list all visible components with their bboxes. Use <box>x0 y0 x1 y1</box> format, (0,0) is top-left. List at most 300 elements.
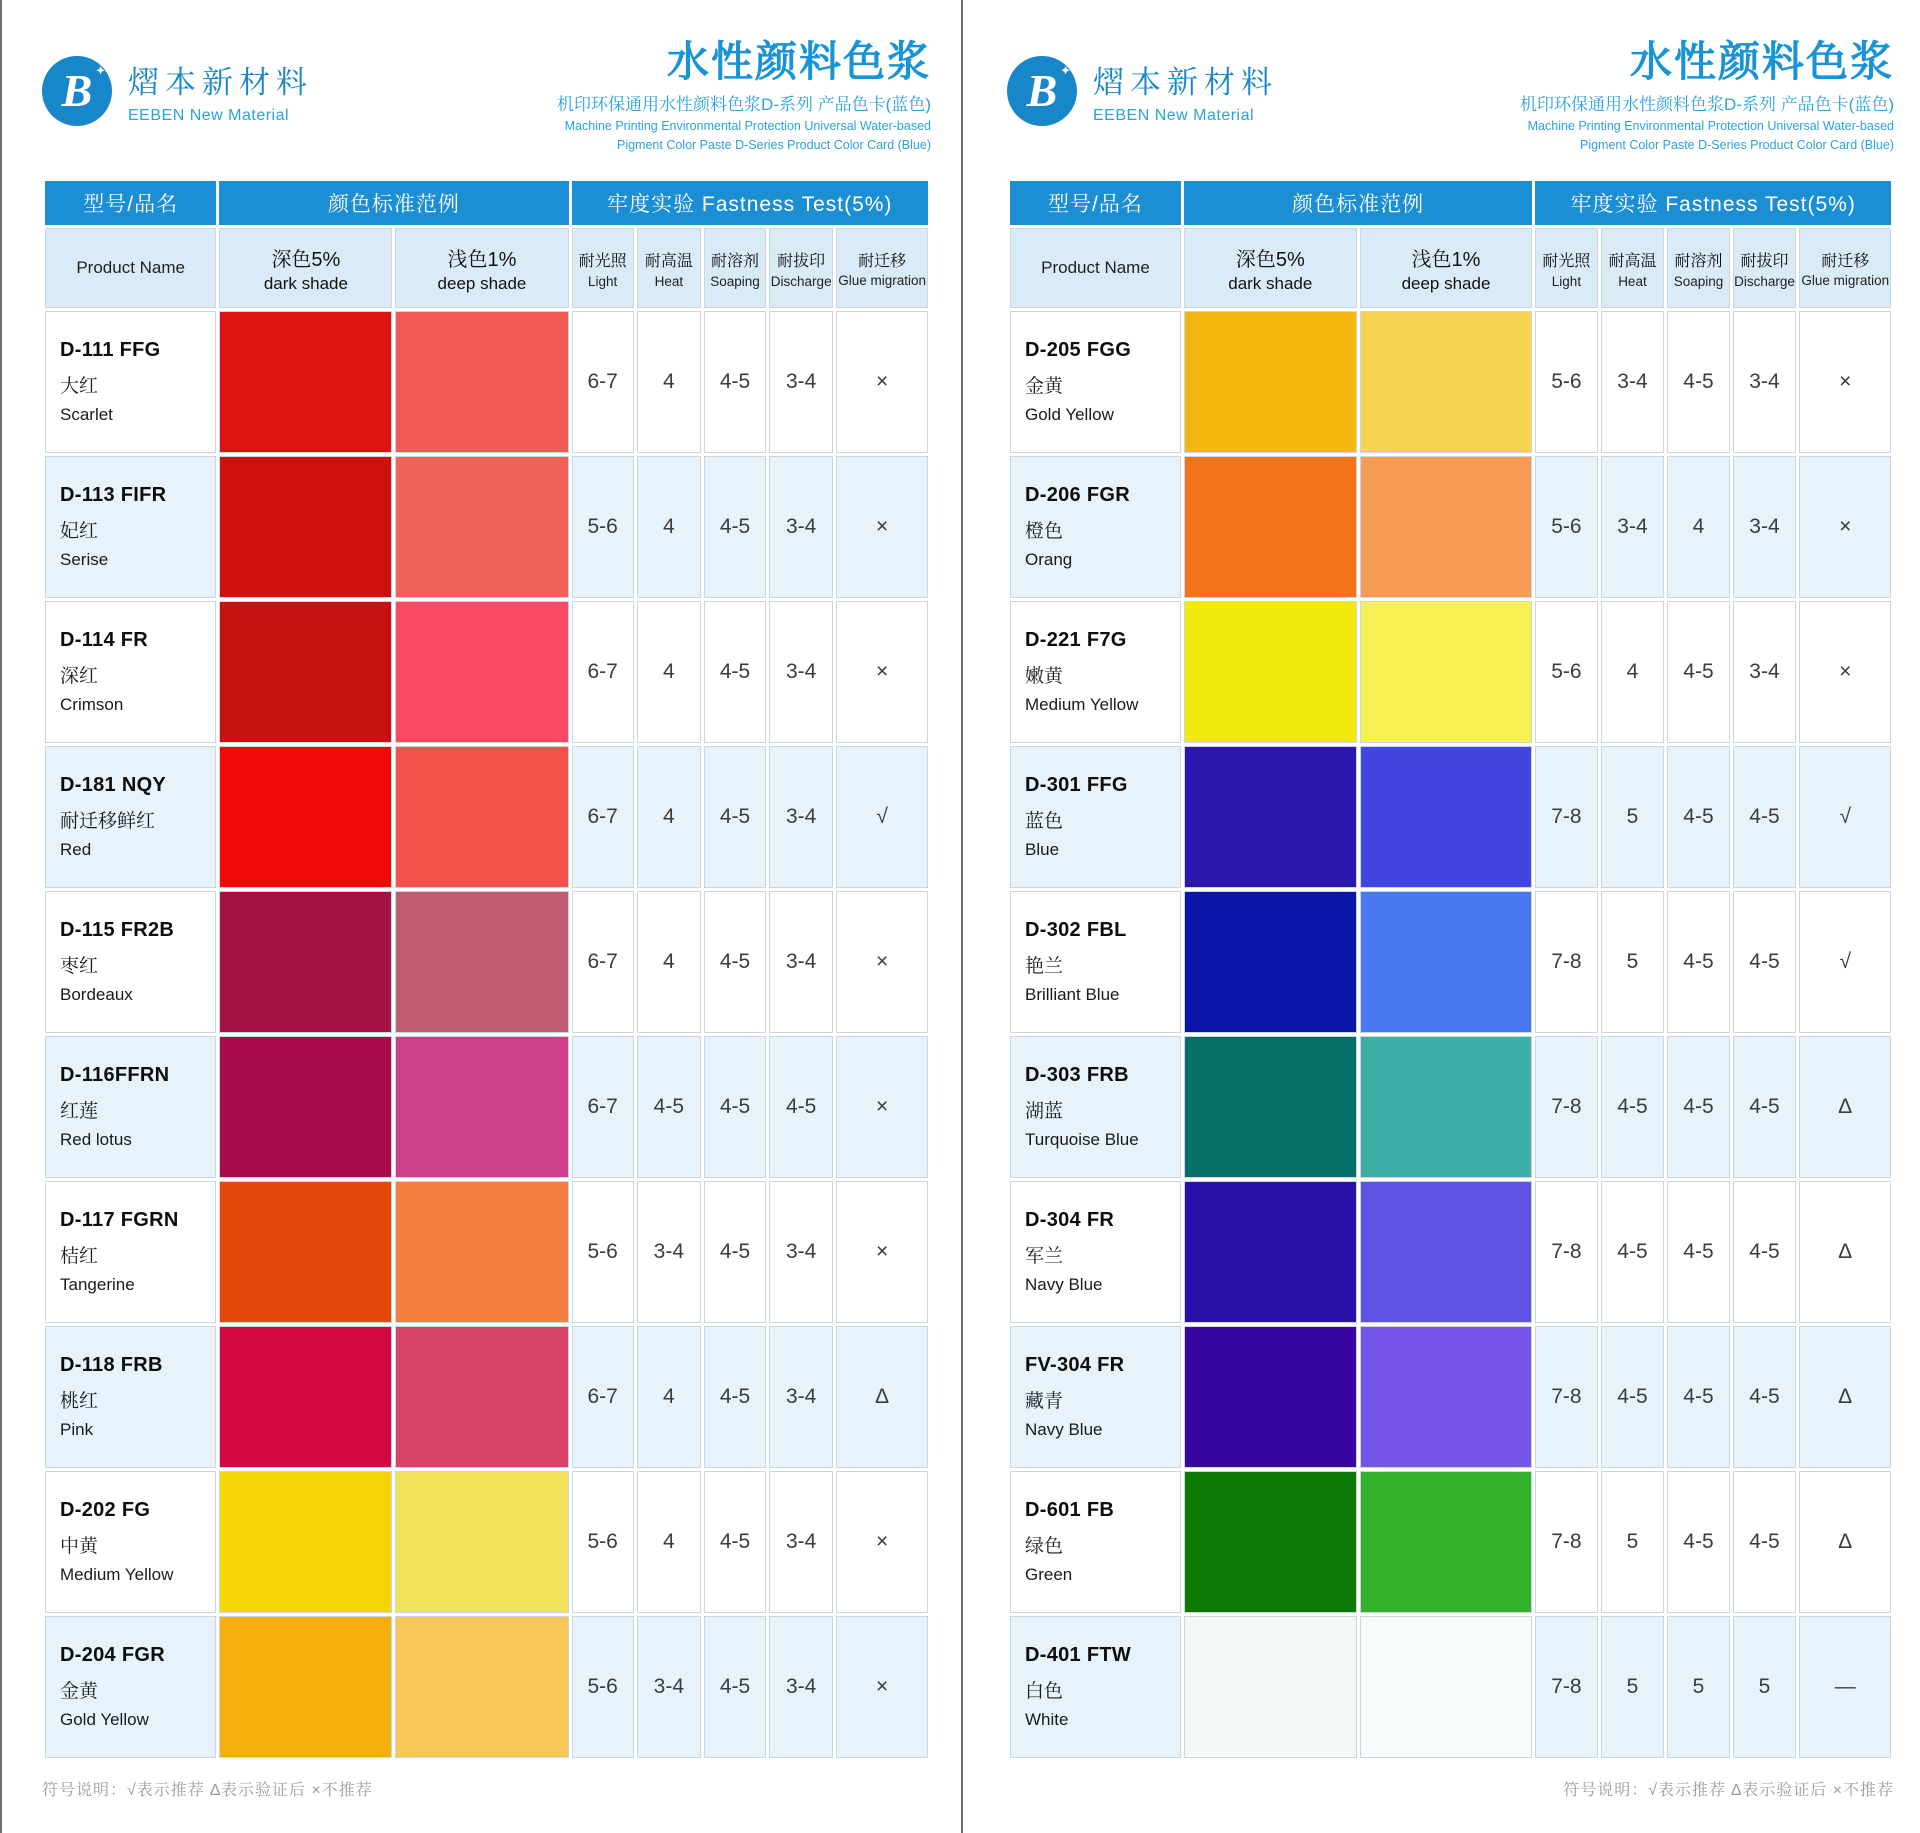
fastness-light-value: 5-6 <box>572 1181 634 1323</box>
fastness-discharge-value: 5 <box>1733 1616 1797 1758</box>
product-name-en: Brilliant Blue <box>1025 985 1120 1004</box>
fastness-glue-migration-value: ∆ <box>1799 1326 1891 1468</box>
subtitle-cn: 机印环保通用水性颜料色浆D-系列 产品色卡(蓝色) <box>1520 95 1894 115</box>
dark-shade-swatch <box>219 1616 392 1758</box>
light-shade-swatch <box>1360 456 1533 598</box>
fastness-light-value: 5-6 <box>572 1471 634 1613</box>
fastness-light-cn: 耐光照 <box>1542 252 1591 270</box>
page-title: 水性颜料色浆 <box>1629 38 1894 85</box>
light-shade-swatch <box>395 1616 568 1758</box>
fastness-glue-migration-value: × <box>1799 311 1891 453</box>
brand-name-cn: 熠本新材料 <box>128 65 313 100</box>
table-row <box>1010 1616 1891 1758</box>
product-name-en: Serise <box>60 550 109 569</box>
table-row <box>1010 1181 1891 1323</box>
dark-shade-swatch <box>1184 1181 1357 1323</box>
dark-shade-label-cn: 深色5% <box>1235 248 1305 271</box>
product-name-en: Red <box>60 840 92 859</box>
col-subheader-fastness-discharge <box>1733 228 1797 308</box>
fastness-light-value: 7-8 <box>1535 1326 1597 1468</box>
product-name-cell <box>1010 1326 1181 1468</box>
brand-name-cn: 熠本新材料 <box>1093 65 1278 100</box>
fastness-soaping-value: 4-5 <box>704 1326 766 1468</box>
fastness-light-value: 7-8 <box>1535 891 1597 1033</box>
fastness-heat-value: 4 <box>637 891 701 1033</box>
fastness-light-en: Light <box>1551 273 1582 289</box>
fastness-light-value: 5-6 <box>572 1616 634 1758</box>
light-shade-swatch <box>395 1471 568 1613</box>
table-row <box>1010 746 1891 888</box>
fastness-soaping-value: 4-5 <box>1667 746 1729 888</box>
col-subheader-product-name: Product Name <box>1010 228 1181 308</box>
dark-shade-swatch <box>1184 746 1357 888</box>
product-name-cn: 桔红 <box>60 1246 99 1267</box>
table-row <box>1010 1036 1891 1178</box>
product-name-en: Bordeaux <box>60 985 133 1004</box>
dark-shade-label-en: dark shade <box>1228 273 1313 293</box>
fastness-light-value: 6-7 <box>572 601 634 743</box>
light-shade-swatch <box>1360 1616 1533 1758</box>
product-name-en: Green <box>1025 1565 1073 1584</box>
light-shade-swatch <box>1360 601 1533 743</box>
light-shade-label-cn: 浅色1% <box>1411 248 1481 271</box>
fastness-heat-value: 4 <box>637 746 701 888</box>
fastness-discharge-value: 3-4 <box>769 456 833 598</box>
col-header-color-sample: 颜色标准范例 <box>219 181 568 225</box>
color-card-table-left <box>42 178 931 1761</box>
table-subheader-row <box>1010 228 1891 308</box>
product-code: D-116FFRN <box>60 1064 170 1086</box>
product-name-cell <box>1010 1616 1181 1758</box>
fastness-discharge-value: 3-4 <box>769 746 833 888</box>
product-name-cell <box>1010 601 1181 743</box>
fastness-heat-value: 5 <box>1601 1616 1665 1758</box>
light-shade-swatch <box>395 1036 568 1178</box>
fastness-heat-value: 4 <box>637 1326 701 1468</box>
fastness-heat-value: 4 <box>637 1471 701 1613</box>
subtitle-en-line1: Machine Printing Environmental Protection Universal Water-based <box>1527 118 1894 133</box>
dark-shade-swatch <box>1184 1471 1357 1613</box>
col-subheader-product-name: Product Name <box>45 228 216 308</box>
fastness-glue-migration-value: × <box>836 891 928 1033</box>
product-name-cell <box>1010 746 1181 888</box>
fastness-discharge-en: Discharge <box>770 273 832 289</box>
product-name-cn: 大红 <box>60 376 99 397</box>
fastness-heat-cn: 耐高温 <box>644 252 693 270</box>
fastness-discharge-en: Discharge <box>1734 273 1795 289</box>
fastness-heat-value: 3-4 <box>1601 456 1665 598</box>
fastness-discharge-value: 3-4 <box>769 1471 833 1613</box>
product-name-cn: 橙色 <box>1025 521 1064 542</box>
table-row <box>45 891 928 1033</box>
fastness-glue-en: Glue migration <box>838 272 926 288</box>
product-code: D-117 FGRN <box>60 1209 179 1231</box>
logo-letter: B <box>61 65 93 116</box>
product-name-cell <box>1010 456 1181 598</box>
table-row <box>45 311 928 453</box>
fastness-glue-migration-value: ∆ <box>1799 1471 1891 1613</box>
fastness-light-value: 7-8 <box>1535 1471 1597 1613</box>
fastness-soaping-value: 4-5 <box>704 746 766 888</box>
light-shade-swatch <box>1360 746 1533 888</box>
fastness-light-cn: 耐光照 <box>578 252 627 270</box>
dark-shade-swatch <box>219 456 392 598</box>
fastness-soaping-value: 4-5 <box>704 601 766 743</box>
page-title: 水性颜料色浆 <box>666 38 931 85</box>
fastness-glue-migration-value: ∆ <box>1799 1036 1891 1178</box>
page-right <box>961 0 1920 1833</box>
product-name-cell <box>1010 311 1181 453</box>
fastness-glue-migration-value: √ <box>836 746 928 888</box>
product-name-en: Gold Yellow <box>60 1710 149 1729</box>
col-subheader-fastness-discharge <box>769 228 833 308</box>
fastness-light-value: 5-6 <box>1535 456 1597 598</box>
light-shade-label-cn: 浅色1% <box>447 248 517 271</box>
product-name-en: Pink <box>60 1420 94 1439</box>
light-shade-swatch <box>395 891 568 1033</box>
table-header-row <box>45 181 928 225</box>
fastness-soaping-value: 4-5 <box>704 456 766 598</box>
fastness-heat-value: 4-5 <box>637 1036 701 1178</box>
table-row <box>45 1616 928 1758</box>
light-shade-swatch <box>395 456 568 598</box>
table-row <box>45 1471 928 1613</box>
table-row <box>1010 1326 1891 1468</box>
fastness-light-value: 7-8 <box>1535 1181 1597 1323</box>
fastness-soaping-value: 4-5 <box>1667 1036 1729 1178</box>
col-subheader-dark-shade <box>1184 228 1357 308</box>
fastness-light-value: 6-7 <box>572 1326 634 1468</box>
product-name-cell <box>1010 1036 1181 1178</box>
product-name-en: Medium Yellow <box>60 1565 174 1584</box>
product-name-cell <box>45 746 216 888</box>
product-name-en: Navy Blue <box>1025 1275 1103 1294</box>
color-card-table-right <box>1007 178 1894 1761</box>
fastness-heat-value: 3-4 <box>1601 311 1665 453</box>
dark-shade-swatch <box>219 891 392 1033</box>
fastness-discharge-value: 3-4 <box>769 891 833 1033</box>
fastness-heat-en: Heat <box>1618 273 1647 289</box>
col-subheader-fastness-heat <box>1601 228 1665 308</box>
col-subheader-light-shade <box>1360 228 1533 308</box>
product-code: D-303 FRB <box>1025 1064 1129 1086</box>
product-name-cn: 军兰 <box>1025 1246 1064 1267</box>
product-name-cell <box>1010 1181 1181 1323</box>
col-subheader-fastness-glue-migration <box>836 228 928 308</box>
light-shade-swatch <box>1360 311 1533 453</box>
fastness-heat-value: 5 <box>1601 746 1665 888</box>
fastness-discharge-value: 4-5 <box>1733 1326 1797 1468</box>
fastness-glue-cn: 耐迁移 <box>858 252 907 270</box>
fastness-heat-en: Heat <box>654 273 684 289</box>
fastness-heat-value: 5 <box>1601 1471 1665 1613</box>
fastness-light-value: 5-6 <box>1535 601 1597 743</box>
product-code: D-221 F7G <box>1025 629 1127 651</box>
col-subheader-fastness-soaping <box>1667 228 1729 308</box>
light-shade-swatch <box>395 746 568 888</box>
fastness-soaping-en: Soaping <box>710 273 760 289</box>
fastness-soaping-value: 4-5 <box>1667 1326 1729 1468</box>
fastness-soaping-value: 4 <box>1667 456 1729 598</box>
subtitle-cn: 机印环保通用水性颜料色浆D-系列 产品色卡(蓝色) <box>557 95 931 115</box>
light-shade-swatch <box>1360 891 1533 1033</box>
light-shade-swatch <box>1360 1181 1533 1323</box>
product-name-en: Gold Yellow <box>1025 405 1114 424</box>
product-name-cell <box>45 311 216 453</box>
product-name-cell <box>45 456 216 598</box>
product-name-cell <box>1010 891 1181 1033</box>
fastness-light-value: 7-8 <box>1535 1036 1597 1178</box>
fastness-soaping-value: 4-5 <box>704 891 766 1033</box>
fastness-light-value: 7-8 <box>1535 1616 1597 1758</box>
legend-note: 符号说明：√表示推荐 ∆表示验证后 ×不推荐 <box>42 1782 373 1799</box>
table-row <box>1010 1471 1891 1613</box>
product-code: D-115 FR2B <box>60 919 175 941</box>
light-shade-swatch <box>1360 1471 1533 1613</box>
product-name-en: Tangerine <box>60 1275 135 1294</box>
fastness-discharge-value: 3-4 <box>1733 456 1797 598</box>
subtitle-en-line1: Machine Printing Environmental Protection Universal Water-based <box>564 118 931 133</box>
fastness-soaping-value: 5 <box>1667 1616 1729 1758</box>
fastness-soaping-value: 4-5 <box>1667 601 1729 743</box>
brand-name-en: EEBEN New Material <box>1093 107 1255 124</box>
product-code: D-301 FFG <box>1025 774 1128 796</box>
fastness-discharge-value: 3-4 <box>1733 601 1797 743</box>
product-name-cn: 红莲 <box>60 1101 99 1122</box>
product-code: D-206 FGR <box>1025 484 1130 506</box>
product-name-cn: 中黄 <box>60 1536 99 1557</box>
fastness-heat-value: 4-5 <box>1601 1036 1665 1178</box>
fastness-soaping-value: 4-5 <box>704 1471 766 1613</box>
fastness-discharge-value: 3-4 <box>769 1616 833 1758</box>
fastness-glue-migration-value: ∆ <box>836 1326 928 1468</box>
fastness-discharge-value: 4-5 <box>1733 1036 1797 1178</box>
page-left <box>2 0 961 1833</box>
fastness-discharge-value: 3-4 <box>769 1181 833 1323</box>
fastness-light-value: 6-7 <box>572 891 634 1033</box>
fastness-glue-en: Glue migration <box>1801 272 1890 288</box>
product-code: D-401 FTW <box>1025 1644 1132 1666</box>
col-header-model: 型号/品名 <box>45 181 216 225</box>
fastness-heat-value: 4 <box>637 601 701 743</box>
product-name-en: Red lotus <box>60 1130 132 1149</box>
product-name-cell <box>45 1326 216 1468</box>
brand <box>42 56 313 126</box>
fastness-soaping-value: 4-5 <box>1667 1471 1729 1613</box>
product-name-en: Scarlet <box>60 405 113 424</box>
fastness-glue-migration-value: × <box>836 456 928 598</box>
product-code: D-113 FIFR <box>60 484 167 506</box>
star-icon: ✦ <box>95 63 106 78</box>
product-name-cell <box>45 1471 216 1613</box>
fastness-heat-value: 4-5 <box>1601 1181 1665 1323</box>
fastness-heat-cn: 耐高温 <box>1608 252 1657 270</box>
product-name-cn: 枣红 <box>60 956 99 977</box>
product-name-en: Orang <box>1025 550 1073 569</box>
table-row <box>45 1036 928 1178</box>
fastness-soaping-en: Soaping <box>1673 273 1724 289</box>
product-name-cn: 金黄 <box>1025 376 1064 397</box>
product-name-cn: 金黄 <box>60 1681 99 1702</box>
table-row <box>1010 601 1891 743</box>
product-code: D-202 FG <box>60 1499 151 1521</box>
dark-shade-swatch <box>219 601 392 743</box>
product-code: D-181 NQY <box>60 774 167 796</box>
fastness-light-value: 6-7 <box>572 311 634 453</box>
product-name-cell <box>45 1616 216 1758</box>
product-name-en: Turquoise Blue <box>1025 1130 1139 1149</box>
product-name-en: Medium Yellow <box>1025 695 1139 714</box>
fastness-heat-value: 3-4 <box>637 1616 701 1758</box>
table-row <box>1010 456 1891 598</box>
col-subheader-dark-shade <box>219 228 392 308</box>
fastness-soaping-cn: 耐溶剂 <box>711 252 760 270</box>
col-subheader-fastness-light <box>572 228 634 308</box>
col-subheader-fastness-glue-migration <box>1799 228 1891 308</box>
page-header <box>1007 26 1894 176</box>
table-header-row <box>1010 181 1891 225</box>
fastness-soaping-value: 4-5 <box>1667 311 1729 453</box>
table-row <box>1010 891 1891 1033</box>
light-shade-swatch <box>395 601 568 743</box>
table-subheader-row <box>45 228 928 308</box>
product-name-cn: 桃红 <box>60 1391 99 1412</box>
fastness-heat-value: 4 <box>637 456 701 598</box>
fastness-glue-migration-value: √ <box>1799 746 1891 888</box>
product-name-cn: 嫩黄 <box>1025 666 1064 687</box>
brand <box>1007 56 1278 126</box>
product-name-cn: 耐迁移鲜红 <box>60 811 156 832</box>
light-shade-label-en: deep shade <box>437 273 527 293</box>
table-row <box>45 456 928 598</box>
product-name-cn: 湖蓝 <box>1025 1101 1064 1122</box>
product-code: D-205 FGG <box>1025 339 1132 361</box>
dark-shade-swatch <box>219 1326 392 1468</box>
product-name-cell <box>45 601 216 743</box>
fastness-light-value: 6-7 <box>572 1036 634 1178</box>
fastness-discharge-cn: 耐拔印 <box>777 252 826 270</box>
product-name-cn: 蓝色 <box>1025 811 1064 832</box>
product-name-cell <box>45 1181 216 1323</box>
col-subheader-fastness-light <box>1535 228 1597 308</box>
logo-letter: B <box>1026 65 1058 116</box>
dark-shade-swatch <box>219 311 392 453</box>
fastness-discharge-value: 4-5 <box>1733 1181 1797 1323</box>
fastness-light-value: 7-8 <box>1535 746 1597 888</box>
dark-shade-label-en: dark shade <box>263 273 348 293</box>
product-code: D-111 FFG <box>60 339 161 361</box>
dark-shade-swatch <box>1184 1326 1357 1468</box>
product-name-cn: 白色 <box>1025 1681 1064 1702</box>
product-code: FV-304 FR <box>1025 1354 1125 1376</box>
table-row <box>1010 311 1891 453</box>
light-shade-swatch <box>395 1326 568 1468</box>
fastness-heat-value: 5 <box>1601 891 1665 1033</box>
fastness-glue-migration-value: × <box>836 1181 928 1323</box>
product-code: D-114 FR <box>60 629 148 651</box>
fastness-discharge-cn: 耐拔印 <box>1740 252 1789 270</box>
light-shade-swatch <box>395 1181 568 1323</box>
product-code: D-204 FGR <box>60 1644 165 1666</box>
brand-name-en: EEBEN New Material <box>128 107 290 124</box>
dark-shade-swatch <box>1184 891 1357 1033</box>
fastness-light-value: 5-6 <box>572 456 634 598</box>
fastness-discharge-value: 4-5 <box>1733 891 1797 1033</box>
product-name-cn: 绿色 <box>1025 1536 1064 1557</box>
light-shade-label-en: deep shade <box>1401 273 1491 293</box>
star-icon: ✦ <box>1060 63 1071 78</box>
product-code: D-601 FB <box>1025 1499 1115 1521</box>
subtitle-en-line2: Pigment Color Paste D-Series Product Color Card (Blue) <box>1579 138 1894 153</box>
col-subheader-light-shade <box>395 228 568 308</box>
fastness-heat-value: 4 <box>1601 601 1665 743</box>
fastness-glue-migration-value: × <box>836 601 928 743</box>
product-name-cn: 藏青 <box>1025 1391 1064 1412</box>
fastness-heat-value: 3-4 <box>637 1181 701 1323</box>
page-header <box>42 26 931 176</box>
fastness-discharge-value: 3-4 <box>769 1326 833 1468</box>
brand-logo <box>42 56 112 126</box>
dark-shade-swatch <box>1184 1616 1357 1758</box>
fastness-discharge-value: 3-4 <box>769 601 833 743</box>
fastness-glue-migration-value: × <box>836 1471 928 1613</box>
dark-shade-swatch <box>1184 601 1357 743</box>
product-name-cell <box>45 891 216 1033</box>
fastness-heat-value: 4-5 <box>1601 1326 1665 1468</box>
title-block <box>1520 38 1894 153</box>
product-name-cell <box>1010 1471 1181 1613</box>
product-code: D-118 FRB <box>60 1354 163 1376</box>
product-name-cn: 妃红 <box>60 521 99 542</box>
fastness-light-value: 5-6 <box>1535 311 1597 453</box>
product-name-cn: 深红 <box>60 666 99 687</box>
fastness-discharge-value: 4-5 <box>1733 746 1797 888</box>
fastness-soaping-value: 4-5 <box>704 1616 766 1758</box>
brand-text <box>1093 57 1278 125</box>
fastness-light-value: 6-7 <box>572 746 634 888</box>
dark-shade-swatch <box>1184 1036 1357 1178</box>
dark-shade-swatch <box>1184 311 1357 453</box>
subtitle-en-line2: Pigment Color Paste D-Series Product Color Card (Blue) <box>616 138 931 153</box>
fastness-glue-migration-value: × <box>1799 601 1891 743</box>
fastness-glue-cn: 耐迁移 <box>1821 252 1870 270</box>
dark-shade-swatch <box>219 746 392 888</box>
fastness-soaping-cn: 耐溶剂 <box>1674 252 1723 270</box>
dark-shade-swatch <box>219 1181 392 1323</box>
fastness-soaping-value: 4-5 <box>1667 891 1729 1033</box>
fastness-glue-migration-value: × <box>836 1616 928 1758</box>
fastness-glue-migration-value: × <box>1799 456 1891 598</box>
fastness-heat-value: 4 <box>637 311 701 453</box>
fastness-discharge-value: 3-4 <box>769 311 833 453</box>
product-name-cn: 艳兰 <box>1025 956 1064 977</box>
product-code: D-302 FBL <box>1025 919 1127 941</box>
table-row <box>45 746 928 888</box>
brand-text <box>128 57 313 125</box>
product-name-en: Blue <box>1025 840 1060 859</box>
fastness-discharge-value: 4-5 <box>769 1036 833 1178</box>
product-name-en: Crimson <box>60 695 124 714</box>
product-code: D-304 FR <box>1025 1209 1115 1231</box>
table-row <box>45 1326 928 1468</box>
table-row <box>45 601 928 743</box>
dark-shade-swatch <box>219 1471 392 1613</box>
col-subheader-fastness-heat <box>637 228 701 308</box>
light-shade-swatch <box>395 311 568 453</box>
col-header-color-sample: 颜色标准范例 <box>1184 181 1532 225</box>
legend-note: 符号说明：√表示推荐 ∆表示验证后 ×不推荐 <box>1563 1782 1894 1799</box>
col-header-fastness: 牢度实验 Fastness Test(5%) <box>1535 181 1891 225</box>
